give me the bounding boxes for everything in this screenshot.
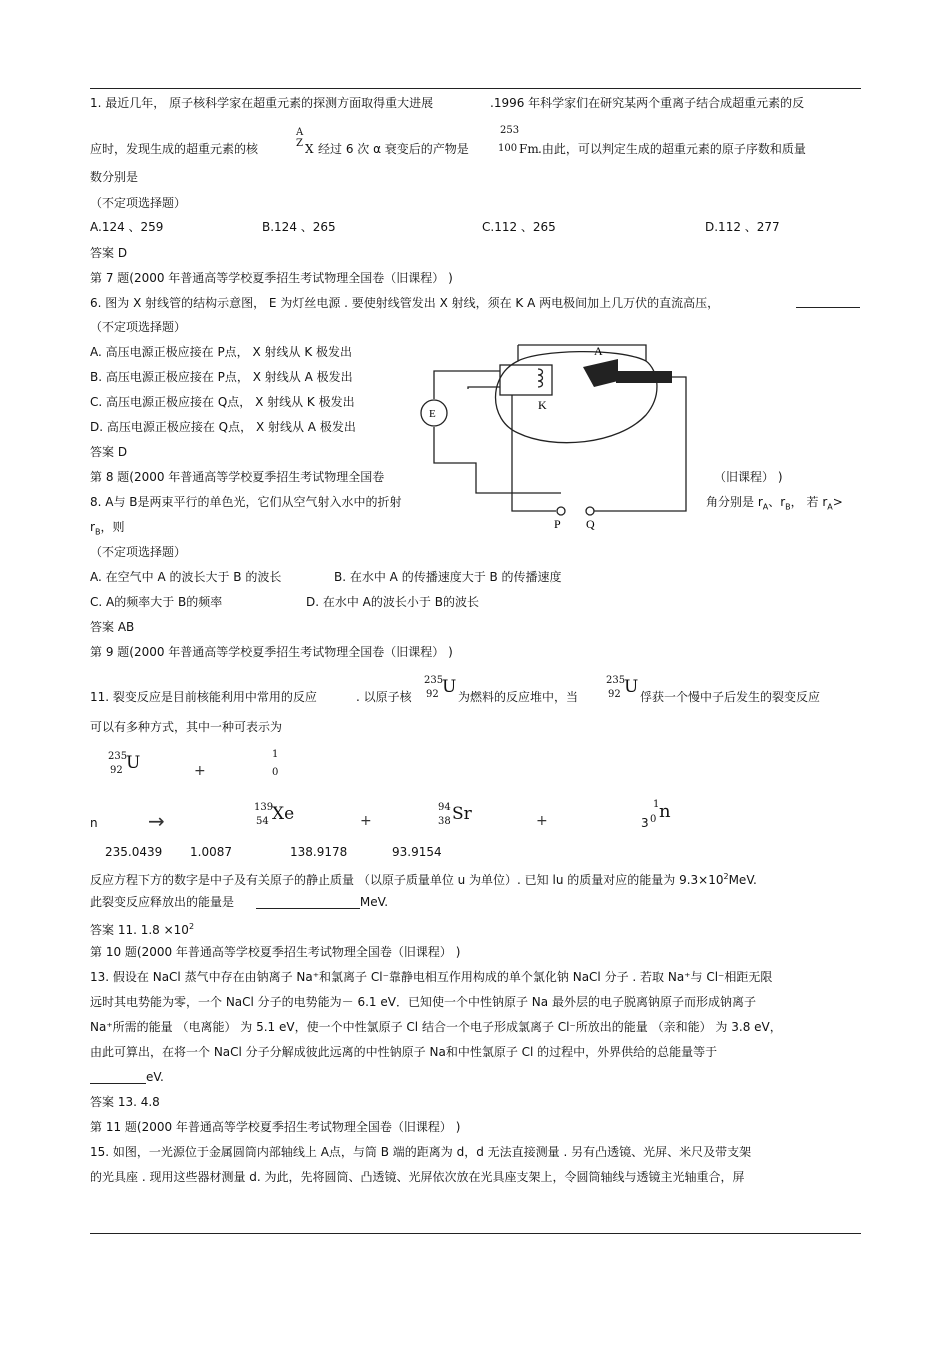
q6-option-d: D. 高压电源正极应接在 Q点， X 射线从 A 极发出: [90, 420, 356, 434]
q8-stem-d: $r_B$，则: [90, 520, 125, 537]
sr-mass: 94: [438, 802, 451, 813]
label-p: P: [554, 517, 561, 531]
q11-line1b: . 以原子核: [356, 690, 412, 704]
plus-1: +: [194, 763, 206, 779]
nuclide-fm-symbol: Fm: [519, 142, 539, 156]
mass-xe: 138.9178: [290, 845, 348, 859]
u3-z: 92: [110, 765, 123, 776]
q8-sub-ra2: A: [827, 502, 833, 512]
q11-line4a: 此裂变反应释放出的能量是: [90, 895, 235, 909]
top-rule: [90, 88, 861, 89]
q13-line5: [90, 1070, 164, 1084]
q1-line1: 1. 最近几年， 原子核科学家在超重元素的探测方面取得重大进展: [90, 96, 434, 110]
q1-option-a: A.124 、259: [90, 220, 164, 234]
header-q7: 第 7 题(2000 年普通高等学校夏季招生考试物理全国卷（旧课程） ): [90, 271, 453, 285]
q8-stem-c: 若 r: [806, 495, 828, 509]
label-a: A: [594, 344, 603, 358]
q6-type: （不定项选择题）: [90, 320, 187, 334]
q11-answer-exp: 2: [188, 922, 195, 931]
q11-line4b: MeV.: [359, 895, 389, 909]
u3-symbol: U: [126, 753, 141, 773]
bottom-rule: [90, 1233, 861, 1234]
xe-mass: 139: [254, 802, 274, 813]
xray-tube-figure: [418, 325, 693, 535]
u1-mass: 235: [424, 675, 444, 686]
header-q8a: 第 8 题(2000 年普通高等学校夏季招生考试物理全国卷: [90, 470, 385, 484]
header-q10: 第 10 题(2000 年普通高等学校夏季招生考试物理全国卷（旧课程） ): [90, 945, 461, 959]
q11-line2: 可以有多种方式，其中一种可表示为: [90, 720, 283, 734]
u2-z: 92: [608, 689, 621, 700]
reaction-arrow: →: [148, 809, 165, 833]
q1-line2b: 经过 6 次 α 衰变后的产物是: [318, 142, 469, 156]
header-q9: 第 9 题(2000 年普通高等学校夏季招生考试物理全国卷（旧课程） ): [90, 645, 453, 659]
u2-mass: 235: [606, 675, 626, 686]
q15-line2: 的光具座 . 现用这些器材测量 d. 为此，先将圆筒、凸透镜、光屏依次放在光具座支架上，令圆筒轴线与透镜主光轴重合，屏: [90, 1170, 745, 1184]
q6-stem: [90, 296, 719, 310]
q8-option-a: A. 在空气中 A 的波长大于 B 的波长: [90, 570, 282, 584]
q11-answer-text: 答案 11. 1.8 ×10: [90, 923, 189, 937]
n1-mass: 1: [272, 749, 279, 760]
q8-sub-rb2: B: [94, 527, 101, 537]
q11-mev: MeV.: [728, 873, 757, 887]
mass-sr: 93.9154: [392, 845, 442, 859]
neutron-coefficient: 3: [641, 816, 649, 830]
nuclide-fm-z: 100: [498, 143, 518, 154]
q1-line2a: 应时，发现生成的超重元素的核: [90, 142, 259, 156]
q6-option-b: B. 高压电源正极应接在 P点， X 射线从 A 极发出: [90, 370, 353, 384]
sr-symbol: Sr: [452, 804, 472, 824]
q6-stem-text: 6. 图为 X 射线管的结构示意图， E 为灯丝电源 . 要使射线管发出 X 射线，须在 K A 两电极间加上几万伏的直流高压，: [90, 296, 720, 310]
q8-type: （不定项选择题）: [90, 545, 187, 559]
q1-type: （不定项选择题）: [90, 196, 187, 210]
q1-option-c: C.112 、265: [482, 220, 556, 234]
xe-z: 54: [256, 816, 269, 827]
q1-option-b: B.124 、265: [262, 220, 336, 234]
q8-option-d: D. 在水中 A的波长小于 B的波长: [306, 595, 479, 609]
n1-z: 0: [272, 767, 279, 778]
q15-line1: 15. 如图，一光源位于金属圆筒内部轴线上 A点，与筒 B 端的距离为 d，d 无法直接测量 . 另有凸透镜、光屏、米尺及带支架: [90, 1145, 752, 1159]
q1-option-d: D.112 、277: [705, 220, 780, 234]
mass-n: 1.0087: [190, 845, 232, 859]
header-q8b: （旧课程） ): [714, 470, 783, 484]
q11-line1c: 为燃料的反应堆中，当: [458, 690, 579, 704]
header-q11: 第 11 题(2000 年普通高等学校夏季招生考试物理全国卷（旧课程） ): [90, 1120, 461, 1134]
n2-symbol: n: [659, 801, 671, 822]
q1-line1b: .1996 年科学家们在研究某两个重离子结合成超重元素的反: [490, 96, 805, 110]
q6-answer: 答案 D: [90, 445, 128, 459]
q1-answer: 答案 D: [90, 246, 128, 260]
q13-line2: 远时其电势能为零，一个 NaCl 分子的电势能为－ 6.1 eV．已知使一个中性钠原子 Na 最外层的电子脱离钠原子而形成钠离子: [90, 995, 756, 1009]
q8-stem-a: 8. A与 B是两束平行的单色光，它们从空气射入水中的折射: [90, 495, 402, 509]
q8-option-c: C. A的频率大于 B的频率: [90, 595, 223, 609]
nuclide-x-mass: A: [296, 127, 304, 138]
q11-line3-text: 反应方程下方的数字是中子及有关原子的静止质量 （以原子质量单位 u 为单位）. 已知 lu 的质量对应的能量为 9.3×10: [90, 873, 724, 887]
xe-symbol: Xe: [272, 804, 295, 824]
q11-exp: 2: [723, 872, 729, 881]
nuclide-fm-mass: 253: [500, 125, 520, 136]
mass-u: 235.0439: [105, 845, 163, 859]
q8-sub-rb: B: [785, 502, 791, 512]
q13-line4: 由此可算出，在将一个 NaCl 分子分解成彼此远离的中性钠原子 Na和中性氯原子 Cl 的过程中，外界供给的总能量等于: [90, 1045, 718, 1059]
u1-z: 92: [426, 689, 439, 700]
nuclide-x-z: Z: [296, 138, 303, 149]
neutron-symbol: n: [90, 816, 98, 830]
plus-2: +: [360, 813, 372, 829]
q11-line1a: 11. 裂变反应是目前核能利用中常用的反应: [90, 690, 317, 704]
q6-blank: [796, 296, 860, 308]
label-k: K: [538, 398, 547, 412]
label-e: E: [429, 408, 436, 420]
q11-line1d: 俘获一个慢中子后发生的裂变反应: [640, 690, 821, 704]
u3-mass: 235: [108, 751, 128, 762]
u1-symbol: U: [442, 677, 457, 697]
q8-stem-b: 角分别是 r: [706, 495, 763, 509]
q11-line4: [90, 895, 388, 909]
anode: [583, 359, 618, 387]
cathode-cup: [500, 365, 552, 395]
q6-option-a: A. 高压电源正极应接在 P点， X 射线从 K 极发出: [90, 345, 353, 359]
q6-option-c: C. 高压电源正极应接在 Q点， X 射线从 K 极发出: [90, 395, 355, 409]
q11-answer: [90, 920, 194, 937]
q11-blank: [256, 897, 360, 909]
u2-symbol: U: [624, 677, 639, 697]
q8-option-b: B. 在水中 A 的传播速度大于 B 的传播速度: [334, 570, 562, 584]
q11-line3: [90, 870, 757, 887]
q13-blank: [90, 1072, 146, 1084]
q8-stem-d-text: 则: [112, 520, 125, 534]
q8-sub-ra: A: [762, 502, 769, 512]
sr-z: 38: [438, 816, 451, 827]
n2-z: 0: [650, 814, 657, 825]
plus-3: +: [536, 813, 548, 829]
nuclide-x-symbol: X: [305, 142, 314, 156]
q8-stem-right: 角分别是 $r_A$、$r_B$， 若 $r_A>$: [706, 495, 843, 512]
q13-line5-text: eV.: [146, 1070, 164, 1084]
q13-line1: 13. 假设在 NaCl 蒸气中存在由钠离子 Na⁺和氯离子 Cl⁻靠静电相互作用构成的单个氯化钠 NaCl 分子 . 若取 Na⁺与 Cl⁻相距无限: [90, 970, 773, 984]
n2-mass: 1: [653, 799, 660, 810]
q13-line3: Na⁺所需的能量 （电离能） 为 5.1 eV，使一个中性氯原子 Cl 结合一个电子形成氯离子 Cl⁻所放出的能量 （亲和能） 为 3.8 eV，: [90, 1020, 782, 1034]
q1-line3: 数分别是: [90, 170, 139, 184]
q8-answer: 答案 AB: [90, 620, 135, 634]
label-q: Q: [586, 517, 595, 531]
q13-answer: 答案 13. 4.8: [90, 1095, 160, 1109]
q1-line2c: .由此，可以判定生成的超重元素的原子序数和质量: [538, 142, 806, 156]
